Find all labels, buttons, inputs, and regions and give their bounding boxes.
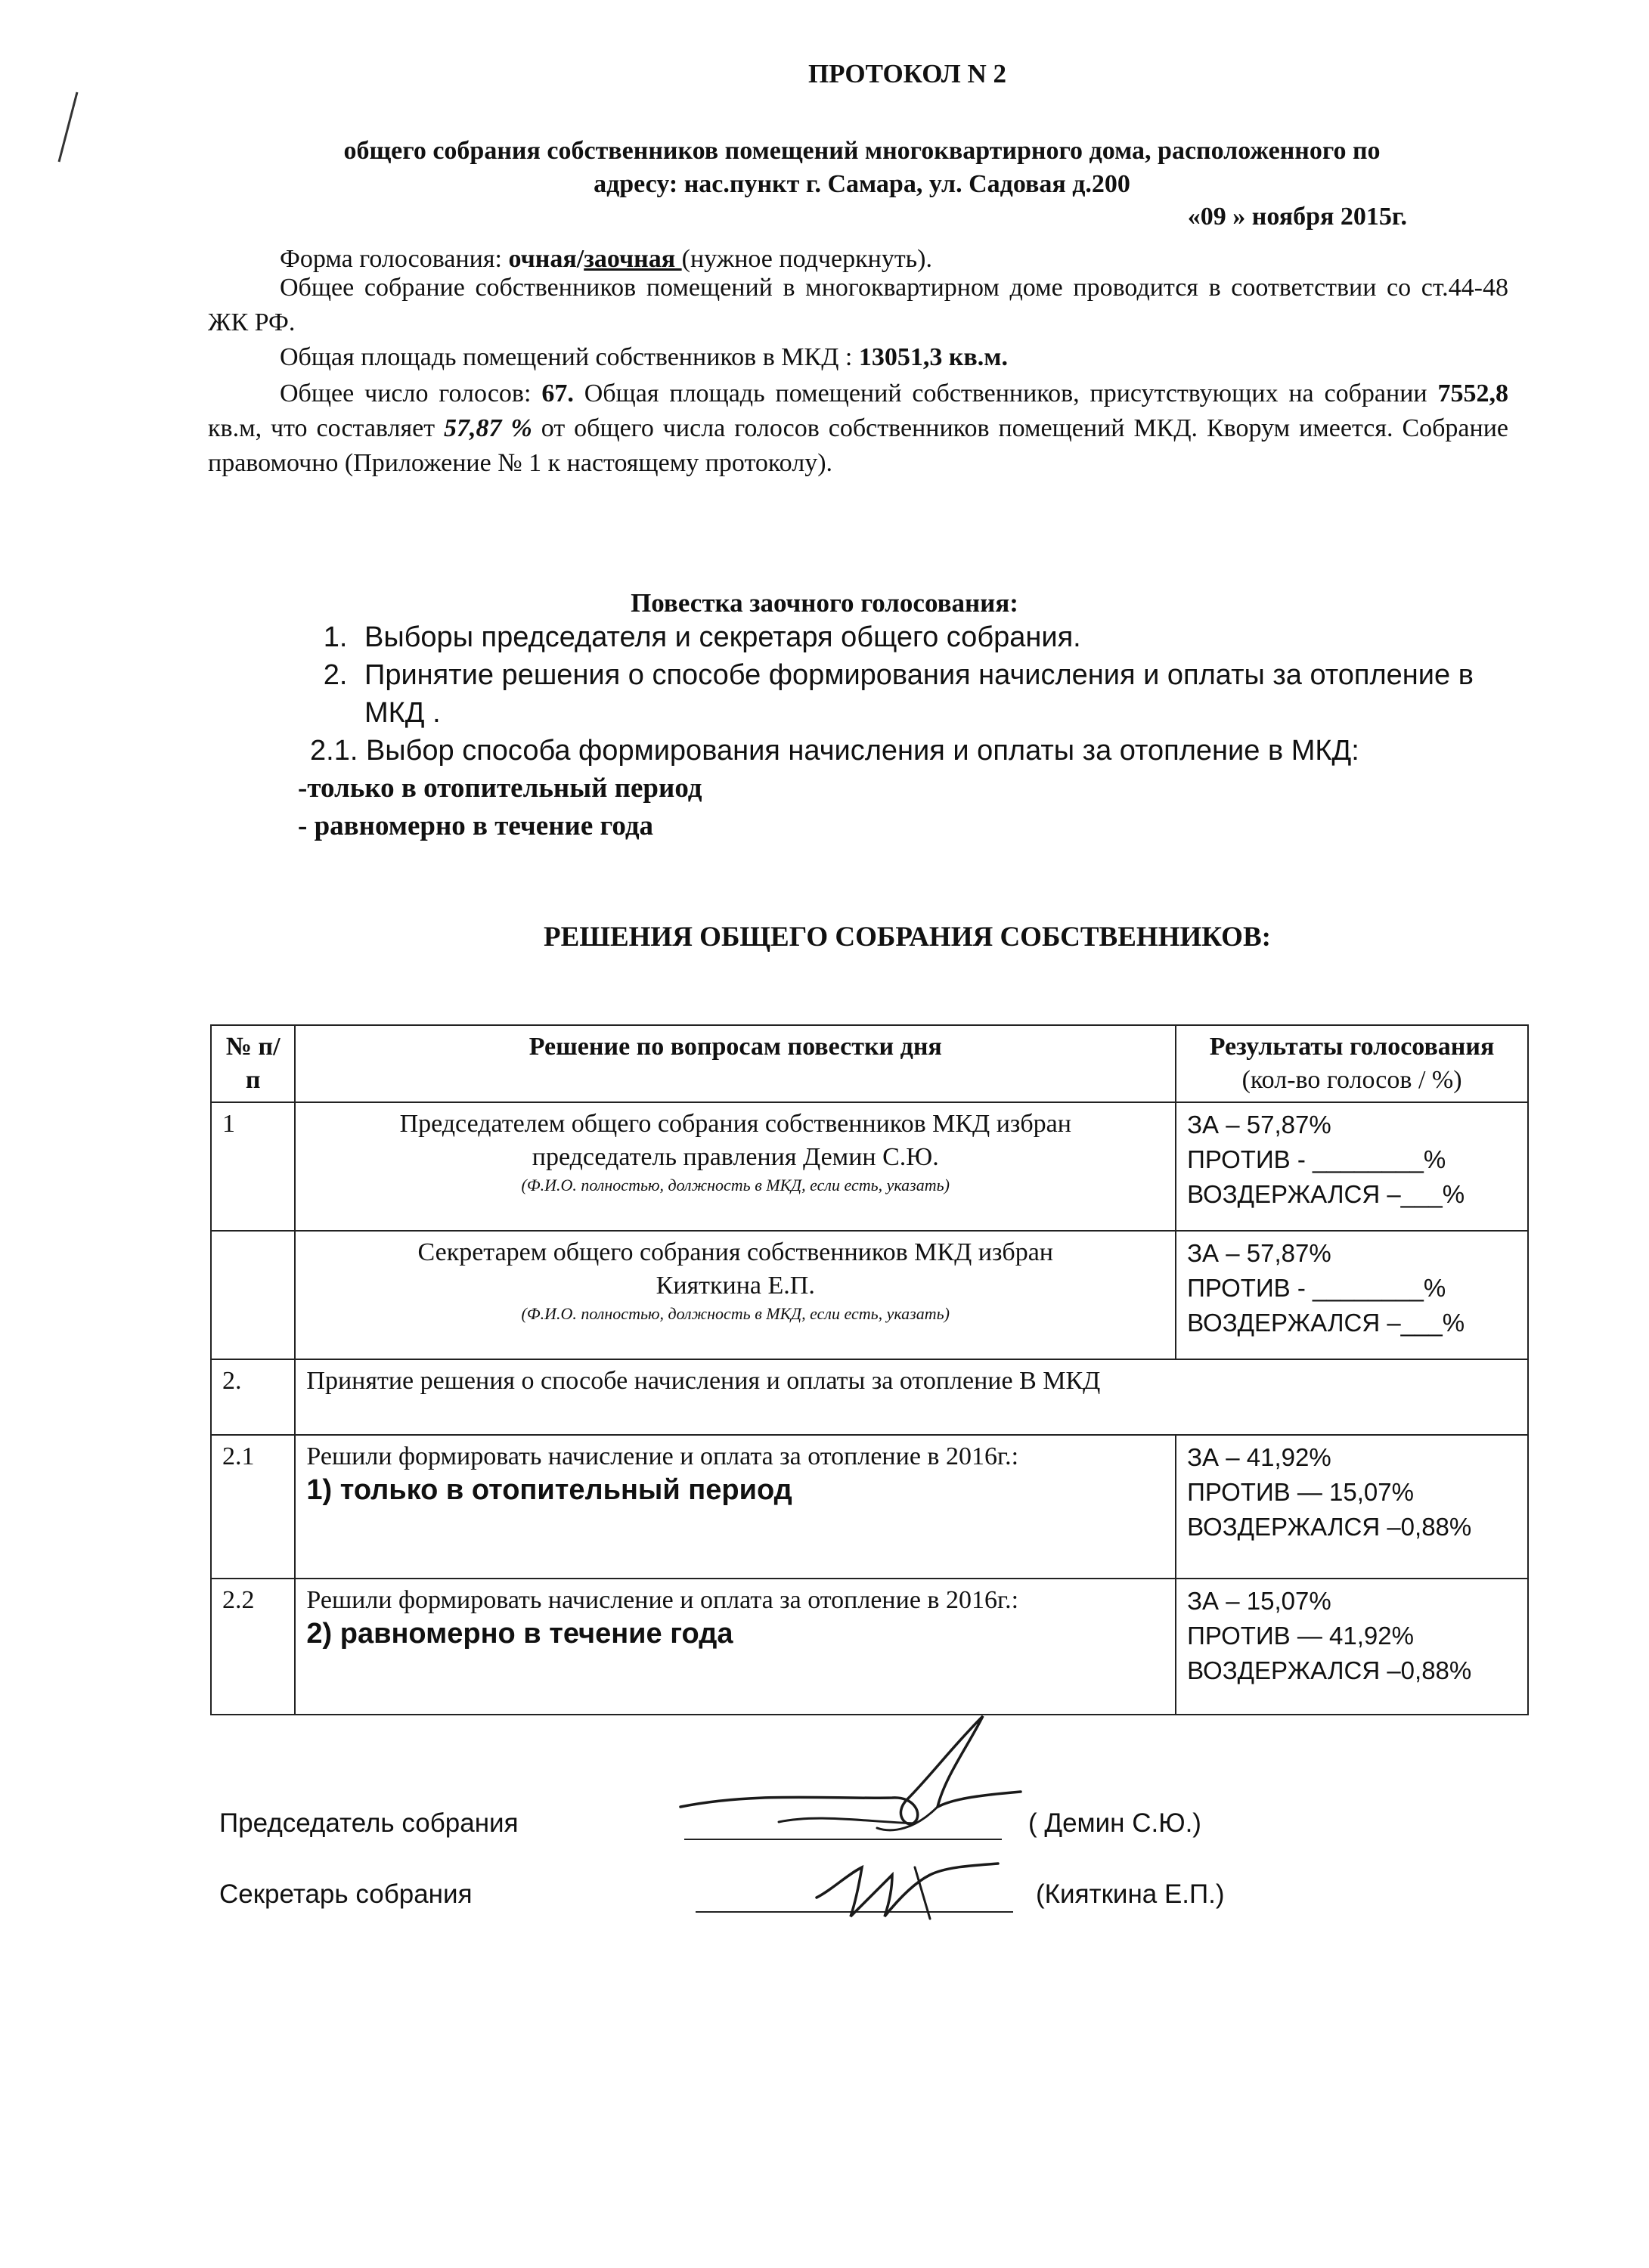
- row-num: 1: [211, 1102, 295, 1231]
- result-protiv: ПРОТИВ — 15,07%: [1187, 1478, 1414, 1506]
- voting-form-label: Форма голосования:: [280, 245, 509, 273]
- result-protiv: ПРОТИВ - ________%: [1187, 1274, 1446, 1302]
- decisions-title: РЕШЕНИЯ ОБЩЕГО СОБРАНИЯ СОБСТВЕННИКОВ:: [544, 922, 1271, 953]
- row-result: [1176, 1579, 1528, 1715]
- heading-line-1: общего собрания собственников помещений многоквартирного дома, расположенного по: [343, 137, 1381, 165]
- row-num: [211, 1231, 295, 1359]
- header-num: № п/п: [211, 1025, 295, 1102]
- votes-count: 67.: [541, 380, 574, 407]
- votes-text-3: кв.м, что составляет: [208, 414, 445, 442]
- result-protiv: ПРОТИВ — 41,92%: [1187, 1622, 1414, 1650]
- secretary-name: (Кияткина Е.П.): [1036, 1879, 1225, 1909]
- present-percent: 57,87 %: [444, 414, 532, 442]
- row-text-line-2: председатель правления Демин С.Ю.: [532, 1143, 939, 1171]
- table-header-row: [211, 1025, 1528, 1102]
- row-decision: [295, 1102, 1176, 1231]
- row-result: [1176, 1231, 1528, 1359]
- result-vozd: ВОЗДЕРЖАЛСЯ –0,88%: [1187, 1513, 1472, 1541]
- row-text-line-1: Решили формировать начисление и оплата за отопление в 2016г.:: [306, 1586, 1019, 1614]
- row-note: (Ф.И.О. полностью, должность в МКД, если есть, указать): [521, 1304, 950, 1323]
- document-title: ПРОТОКОЛ N 2: [807, 59, 1007, 88]
- row-option: 1) только в отопительный период: [306, 1474, 792, 1506]
- chair-signature: [665, 1701, 1059, 1852]
- result-protiv: ПРОТИВ - ________%: [1187, 1145, 1446, 1173]
- row-decision: Принятие решения о способе начисления и оплаты за отопление В МКД: [295, 1359, 1528, 1435]
- agenda-title: Повестка заочного голосования:: [631, 588, 1018, 618]
- secretary-signature: [786, 1845, 1028, 1928]
- row-decision: [295, 1231, 1176, 1359]
- document-date: «09 » ноября 2015г.: [1187, 203, 1407, 231]
- agenda-sub-item: 2.1. Выбор способа формирования начисления и оплаты за отопление в МКД:: [310, 735, 1359, 767]
- row-num: 2.: [211, 1359, 295, 1435]
- agenda-item: 1. Выборы председателя и секретаря общего собрания.: [355, 618, 1527, 656]
- row-text-line-1: Секретарем общего собрания собственников МКД избран: [417, 1238, 1053, 1266]
- voting-form-slash: /: [576, 245, 584, 273]
- table-row: [211, 1435, 1528, 1579]
- document-heading: [227, 135, 1497, 201]
- row-decision: [295, 1435, 1176, 1579]
- table-row: [211, 1359, 1528, 1435]
- result-za: ЗА – 41,92%: [1187, 1443, 1331, 1471]
- voting-form-option-in-person: очная: [508, 245, 577, 273]
- votes-paragraph: [208, 376, 1508, 481]
- pen-stroke-mark: [51, 89, 82, 165]
- secretary-label: Секретарь собрания: [219, 1879, 473, 1909]
- header-result-units: (кол-во голосов / %): [1241, 1066, 1462, 1094]
- row-option: 2) равномерно в течение года: [306, 1618, 733, 1650]
- heading-line-2: адресу: нас.пункт г. Самара, ул. Садовая д.200: [594, 170, 1130, 198]
- row-text-line-2: Кияткина Е.П.: [656, 1272, 815, 1300]
- result-za: ЗА – 57,87%: [1187, 1111, 1331, 1139]
- result-za: ЗА – 57,87%: [1187, 1239, 1331, 1267]
- votes-text-4: от общего числа голосов собственников помещений МКД. Кворум имеется. Собрание правомочно (Приложение № 1 к настоящему протоколу).: [208, 414, 1508, 477]
- chair-label: Председатель собрания: [219, 1808, 519, 1838]
- voting-form-note: (нужное подчеркнуть).: [681, 245, 933, 273]
- result-vozd: ВОЗДЕРЖАЛСЯ –0,88%: [1187, 1656, 1472, 1684]
- agenda-option: - равномерно в течение года: [298, 810, 654, 841]
- table-row: [211, 1231, 1528, 1359]
- row-text-line-1: Председателем общего собрания собственников МКД избран: [399, 1110, 1071, 1138]
- agenda-item: 2. Принятие решения о способе формирования начисления и оплаты за отопление в МКД .: [355, 656, 1527, 732]
- row-text-line-1: Решили формировать начисление и оплата за отопление в 2016г.:: [306, 1442, 1019, 1470]
- agenda-list: [298, 618, 1527, 845]
- result-za: ЗА – 15,07%: [1187, 1587, 1331, 1615]
- table-row: [211, 1102, 1528, 1231]
- total-area-line: [280, 340, 1008, 375]
- header-result-title: Результаты голосования: [1209, 1033, 1495, 1061]
- result-vozd: ВОЗДЕРЖАЛСЯ –___%: [1187, 1309, 1465, 1337]
- row-decision: [295, 1579, 1176, 1715]
- present-area: 7552,8: [1437, 380, 1508, 407]
- row-note: (Ф.И.О. полностью, должность в МКД, если есть, указать): [521, 1176, 950, 1194]
- voting-form-option-absentee: заочная: [584, 245, 682, 273]
- row-num: 2.1: [211, 1435, 295, 1579]
- chair-name: ( Демин С.Ю.): [1028, 1808, 1201, 1838]
- row-result: [1176, 1435, 1528, 1579]
- total-area-label: Общая площадь помещений собственников в МКД :: [280, 343, 859, 371]
- decisions-table: [210, 1024, 1529, 1715]
- row-result: [1176, 1102, 1528, 1231]
- general-meeting-paragraph: Общее собрание собственников помещений в многоквартирном доме проводится в соответствии со ст.44-48 ЖК РФ.: [208, 274, 1508, 336]
- votes-text-1: Общее число голосов:: [280, 380, 542, 407]
- header-decision: Решение по вопросам повестки дня: [295, 1025, 1176, 1102]
- table-row: [211, 1579, 1528, 1715]
- header-result: [1176, 1025, 1528, 1102]
- row-num: 2.2: [211, 1579, 295, 1715]
- result-vozd: ВОЗДЕРЖАЛСЯ –___%: [1187, 1180, 1465, 1208]
- total-area-value: 13051,3 кв.м.: [858, 343, 1008, 371]
- agenda-option: -только в отопительный период: [298, 773, 702, 804]
- votes-text-2: Общая площадь помещений собственников, присутствующих на собрании: [573, 380, 1438, 407]
